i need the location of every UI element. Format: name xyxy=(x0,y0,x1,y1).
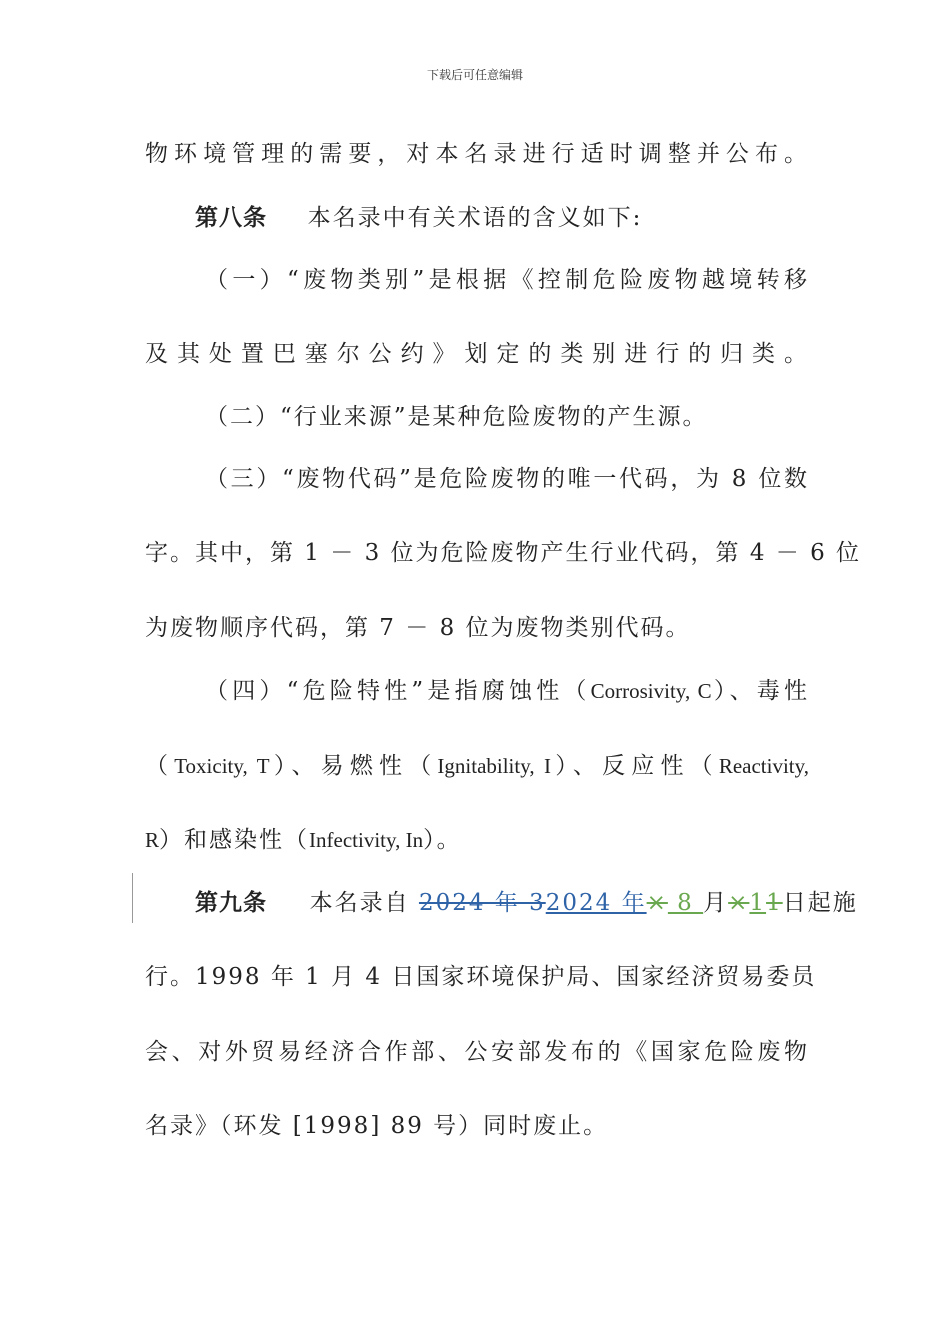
item-3-line-3: 为废物顺序代码，第 7 － 8 位为废物类别代码。 xyxy=(145,615,691,641)
item-4-latin: Reactivity, xyxy=(718,754,810,778)
revision-insertion: 1 xyxy=(749,890,767,916)
revision-deletion: 1 xyxy=(766,890,783,916)
item-1-line-1: （一）“废物类别”是根据《控制危险废物越境转移 xyxy=(205,267,809,293)
item-4-line-3 xyxy=(145,821,462,854)
article-9-line-3: 会、对外贸易经济合作部、公安部发布的《国家危险废物 xyxy=(145,1039,809,1065)
item-4-text: ）、毒性 xyxy=(711,678,810,704)
article-9-text: 本名录自 xyxy=(309,890,410,916)
article-9-text: 月 xyxy=(703,890,729,916)
item-4-text: ）、易燃性（ xyxy=(269,753,438,779)
item-4-text: ）。 xyxy=(423,827,462,853)
item-4-latin: Ignitability, I xyxy=(437,754,552,778)
article-8-intro-text: 本名录中有关术语的含义如下: xyxy=(307,205,643,231)
item-1-line-2: 及其处置巴塞尔公约》划定的类别进行的归类。 xyxy=(145,341,809,367)
article-9-line-4: 名录》（环发 [1998] 89 号）同时废止。 xyxy=(145,1113,609,1139)
article-8-title: 第八条 xyxy=(195,205,267,231)
item-3-line-2: 字。其中，第 1 － 3 位为危险废物产生行业代码，第 4 － 6 位 xyxy=(145,540,862,566)
page-header: 下载后可任意编辑 xyxy=(426,68,523,82)
item-4-line-1 xyxy=(205,672,809,705)
article-9-line-1 xyxy=(195,884,858,917)
item-4-latin: Toxicity, T xyxy=(174,754,270,778)
item-4-latin: Corrosivity, C xyxy=(590,679,712,703)
item-3-line-1: （三）“废物代码”是危险废物的唯一代码，为 8 位数 xyxy=(205,466,809,492)
revision-deletion: × xyxy=(646,890,668,916)
item-4-line-2 xyxy=(145,747,809,780)
item-4-text: ）、反应性（ xyxy=(551,753,719,779)
revision-deletion: 2024 年 3 xyxy=(418,890,546,916)
revision-insertion: 8 xyxy=(667,890,704,916)
revision-insertion: 2024 年 xyxy=(545,890,647,916)
article-9-line-2: 行。1998 年 1 月 4 日国家环境保护局、国家经济贸易委员 xyxy=(145,964,817,990)
item-4-text: ）和感染性（ xyxy=(159,827,310,853)
article-9-text: 日起施 xyxy=(782,890,858,916)
item-4-latin: R xyxy=(145,828,160,852)
article-8-intro xyxy=(195,199,809,232)
paragraph-line: 物环境管理的需要，对本名录进行适时调整并公布。 xyxy=(145,141,809,167)
article-9-title: 第九条 xyxy=(195,890,267,916)
item-4-text: （ xyxy=(145,753,175,779)
revision-deletion: × xyxy=(728,890,750,916)
item-2-line-1: （二）“行业来源”是某种危险废物的产生源。 xyxy=(205,404,708,430)
revision-change-bar xyxy=(132,873,133,923)
item-4-text: （四）“危险特性”是指腐蚀性（ xyxy=(205,678,591,704)
item-4-latin: Infectivity, In xyxy=(309,828,424,852)
